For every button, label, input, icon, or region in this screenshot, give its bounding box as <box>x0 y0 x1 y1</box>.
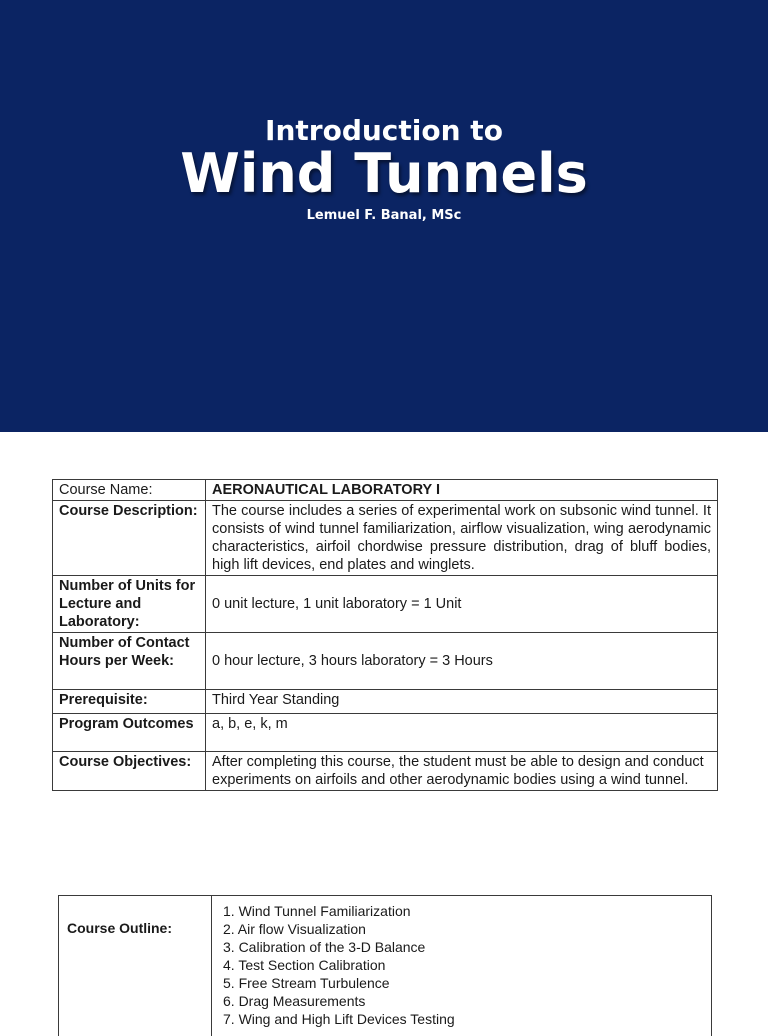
list-item: 3. Calibration of the 3-D Balance <box>223 939 426 955</box>
table-row <box>53 576 718 633</box>
row-value-course-objectives: After completing this course, the student must be able to design and conduct experiments on airfoils and other aerodynamic bodies using a wind tunnel. <box>206 752 718 791</box>
list-item: 2. Air flow Visualization <box>223 921 366 937</box>
title-banner <box>0 0 768 432</box>
list-item: 5. Free Stream Turbulence <box>223 975 390 991</box>
list-item: 7. Wing and High Lift Devices Testing <box>223 1011 455 1027</box>
course-outline-table <box>58 895 712 1036</box>
table-row <box>53 633 718 690</box>
row-value-units: 0 unit lecture, 1 unit laboratory = 1 Unit <box>206 576 718 633</box>
row-label-course-objectives: Course Objectives: <box>53 752 206 791</box>
course-outline-list <box>223 902 455 1028</box>
author-name: Lemuel F. Banal, MSc <box>306 208 462 223</box>
row-value-contact-hours: 0 hour lecture, 3 hours laboratory = 3 Hours <box>206 633 718 690</box>
row-value-course-description: The course includes a series of experimental work on subsonic wind tunnel. It consists of wind tunnel familiarization, airflow visualization, wing aerodynamic characteristics, airfoil chordwise pressure distribution, drag of bluff bodies, high lift devices, end plates and winglets. <box>206 501 718 576</box>
row-label-contact-hours: Number of Contact Hours per Week: <box>53 633 206 690</box>
list-item: 6. Drag Measurements <box>223 993 366 1009</box>
table-row <box>53 690 718 714</box>
table-row <box>53 752 718 791</box>
row-value-program-outcomes: a, b, e, k, m <box>206 714 718 752</box>
row-label-prerequisite: Prerequisite: <box>53 690 206 714</box>
title-line-1: Introduction to <box>265 114 503 147</box>
table-row <box>53 501 718 576</box>
title-line-2: Wind Tunnels <box>180 142 588 205</box>
row-label-program-outcomes: Program Outcomes <box>53 714 206 752</box>
list-item: 4. Test Section Calibration <box>223 957 386 973</box>
course-outline-label: Course Outline: <box>67 920 173 936</box>
table-row <box>53 480 718 501</box>
row-value-prerequisite: Third Year Standing <box>206 690 718 714</box>
course-info-table <box>52 479 718 791</box>
row-value-course-name: AERONAUTICAL LABORATORY I <box>206 480 718 501</box>
table-row <box>53 714 718 752</box>
row-label-units: Number of Units for Lecture and Laboratory: <box>53 576 206 633</box>
column-divider <box>211 896 212 1036</box>
list-item: 1. Wind Tunnel Familiarization <box>223 903 411 919</box>
row-label-course-name: Course Name: <box>53 480 206 501</box>
row-label-course-description: Course Description: <box>53 501 206 576</box>
